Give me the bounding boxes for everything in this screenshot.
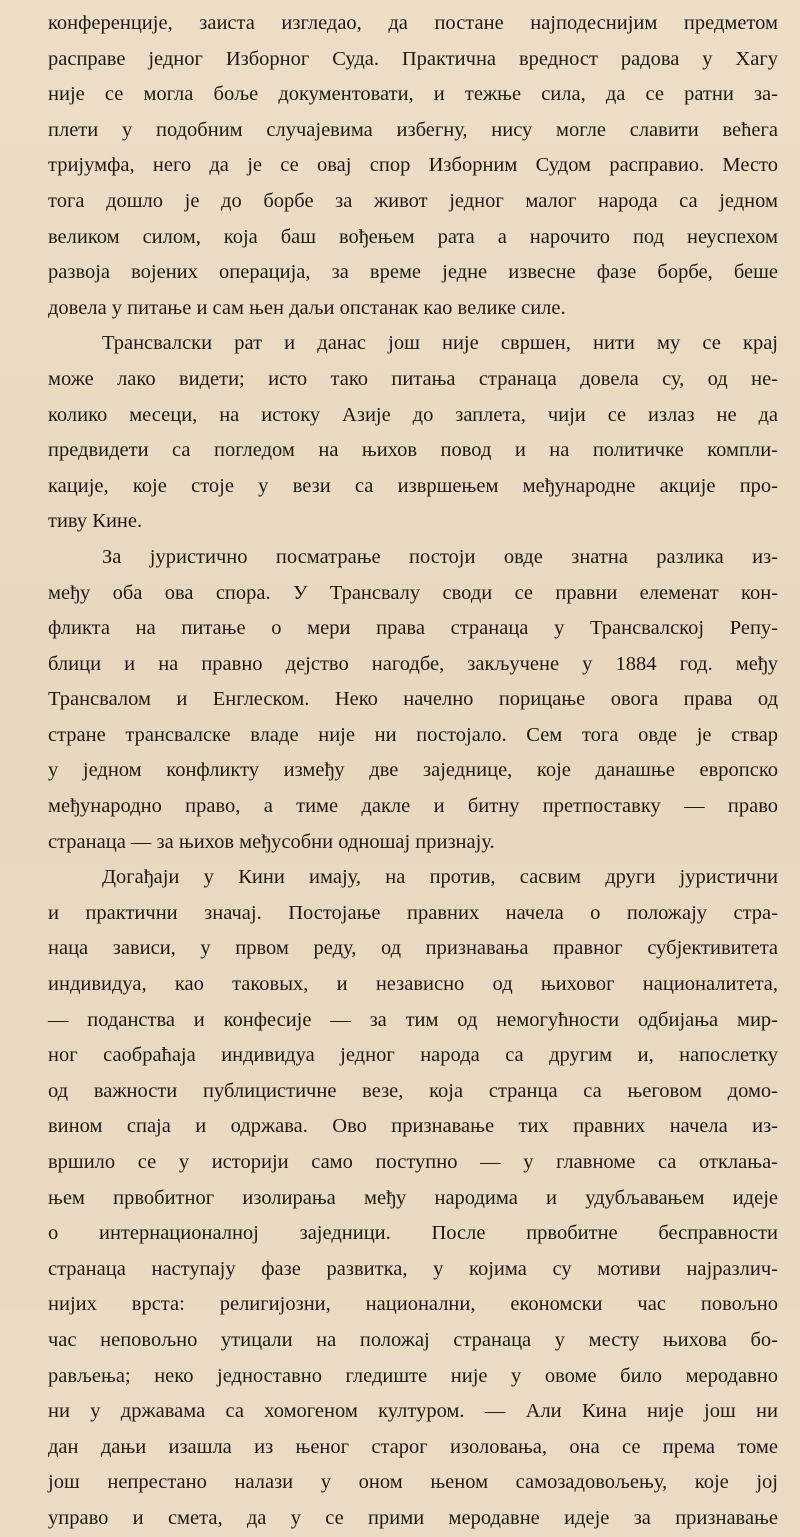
text-line: Трансвалом и Енглеском. Неко начелно порицање овога права од [48, 688, 778, 711]
text-line: њем првобитног изолирања међу народима и удубљавањем идеје [48, 1186, 778, 1209]
text-line: стране трансвалске владе није ни постојало. Сем тога овде је ствар [48, 723, 778, 746]
text-line: колико месеци, на истоку Азије до заплета, чији се излаз не да [48, 403, 778, 426]
text-line: странаца — за њихов међусобни одношај признају. [48, 830, 495, 853]
text-line: великом силом, која баш вођењем рата а нарочито под неуспехом [48, 225, 778, 248]
text-line: ни у државама са хомогеном културом. — Али Кина није још ни [48, 1400, 778, 1423]
text-line: странаца наступају фазе развитка, у којима су мотиви најразлич- [48, 1257, 778, 1280]
text-line: предвидети са погледом на њихов повод и на политичке компли- [48, 439, 778, 462]
text-line: ног саобраћаја индивидуа једног народа са другим и, напослетку [48, 1044, 778, 1067]
text-line: Трансвалски рат и данас још није свршен, нити му се крај [102, 332, 778, 355]
paragraph [48, 326, 778, 540]
text-line: нијих врста: религијозни, национални, економски час повољно [48, 1293, 778, 1316]
text-line: фликта на питање о мери права странаца у Трансвалској Репу- [48, 617, 778, 640]
text-line: час неповољно утицали на положај странаца у месту њихова бо- [48, 1328, 778, 1351]
text-line: може лако видети; исто тако питања странаца довела су, од не- [48, 367, 778, 390]
text-line: расправе једног Изборног Суда. Практична вредност радова у Хагу [48, 47, 778, 70]
text-line: кације, које стоје у вези са извршењем међународне акције про- [48, 474, 778, 497]
text-line: међународно право, а тиме дакле и битну претпоставку — право [48, 795, 778, 818]
text-line: довела у питање и сам њен даљи опстанак као велике силе. [48, 296, 566, 319]
text-line: међу оба ова спора. У Трансвалу своди се правни елеменат кон- [48, 581, 778, 604]
text-line: развоја војених операција, за време једне извесне фазе борбе, беше [48, 261, 778, 284]
text-line: тријумфа, него да је се овај спор Изборним Судом расправио. Место [48, 154, 778, 177]
text-line: у једном конфликту између две заједнице, које данашње европско [48, 759, 778, 782]
text-line: Догађаји у Кини имају, на против, сасвим други јуристични [102, 866, 778, 889]
text-line: тиву Кине. [48, 510, 143, 533]
paragraph [48, 540, 778, 860]
text-line: плети у подобним случајевима избегну, нису могле славити већега [48, 118, 778, 141]
text-line: није се могла боље документовати, и тежње сила, да се ратни за- [48, 83, 778, 106]
text-line: рављења; неко једноставно гледиште није у овоме било меродавно [48, 1364, 778, 1387]
text-line: о интернационалној заједници. После првобитне бесправности [48, 1222, 778, 1245]
text-line: блици и на правно дејство нагодбе, закључене у 1884 год. међу [48, 652, 778, 675]
text-line: индивидуа, као таковых, и независно од њиховог националитета, [48, 973, 778, 996]
paragraph [48, 860, 778, 1536]
text-line: — поданства и конфесије — за тим од немогућности одбијања мир- [48, 1008, 778, 1031]
text-line: конференције, заиста изгледао, да постане најподеснијим предметом [48, 12, 778, 34]
text-line: вином спаја и одржава. Ово признавање тих правних начела из- [48, 1115, 778, 1138]
paragraph [48, 6, 778, 326]
page-body-text [48, 6, 778, 1537]
text-line: За јуристично посматрање постоји овде знатна разлика из- [102, 545, 778, 568]
text-line: наца зависи, у првом реду, од признавања правног субјективитета [48, 937, 778, 960]
text-line: још непрестано налази у оном њеном самозадовољењу, које јој [48, 1471, 778, 1494]
text-line: од важности публицистичне везе, која странца са његовом домо- [48, 1079, 778, 1102]
text-line: вршило се у историји само поступно — у главноме са отклања- [48, 1151, 778, 1173]
text-line: управо и смета, да у се прими меродавне идеје за признавање [48, 1506, 778, 1529]
text-line: дан дањи изашла из њеног старог изоловања, она се према томе [48, 1435, 778, 1458]
text-line: тога дошло је до борбе за живот једног малог народа са једном [48, 189, 778, 212]
text-line: и практични значај. Постојање правних начела о положају стра- [48, 901, 778, 924]
